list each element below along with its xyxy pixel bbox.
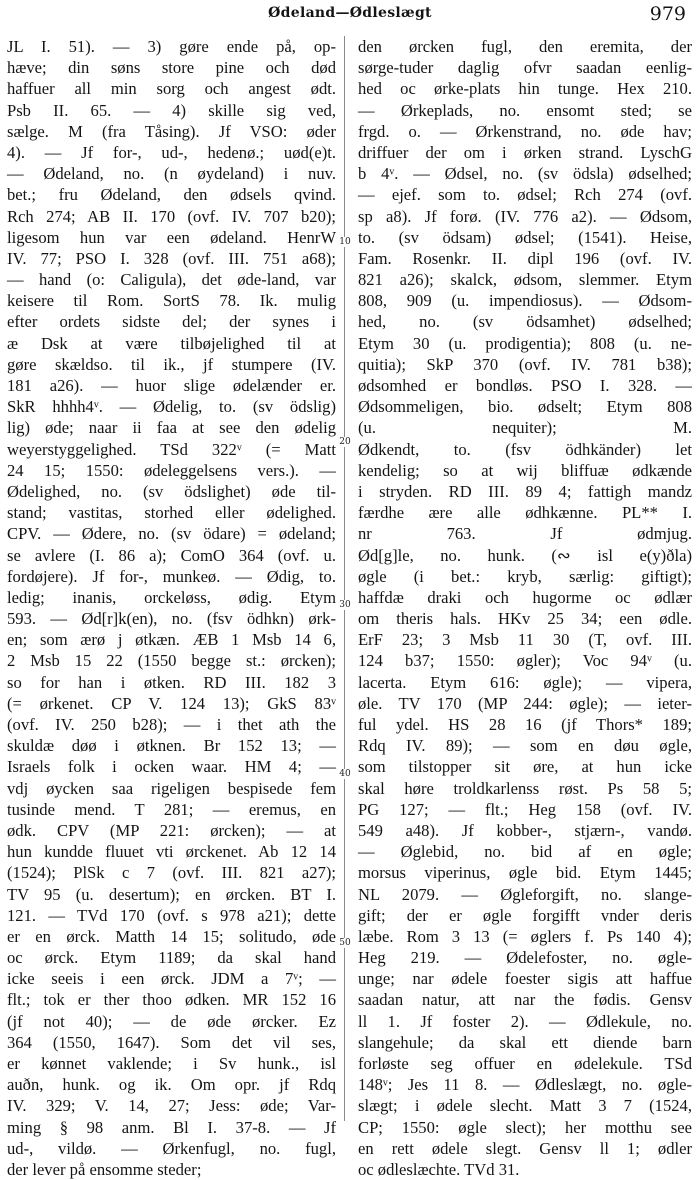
text-line: Israels folk i ocken waar. HM 4; —	[7, 757, 336, 777]
text-line: SkR hhhh4ᵛ. — Ødelig, to. (sv ödslig)	[7, 397, 336, 417]
text-line: æ Dsk at være tilbøjelighed til at	[7, 333, 336, 353]
page-header	[0, 5, 700, 29]
text-line: Ød[g]le, no. hunk. (∾ isl e(y)ðla)	[358, 545, 692, 565]
text-line: IV. 77; PSO I. 328 (ovf. III. 751 a68);	[7, 248, 336, 268]
text-line: Etym 30 (u. prodigentia); 808 (u. ne-	[358, 333, 692, 353]
text-line: lacerta. Etym 616: øgle); — vipera,	[358, 672, 692, 692]
text-line: en rett ødele slegt. Gensv ll 1; ødler	[358, 1138, 692, 1158]
text-line: Rdq IV. 89); — som en døu øgle,	[358, 736, 692, 756]
text-line: 24 15; 1550: ødeleggelsens vers.). —	[7, 460, 336, 480]
text-line: TV 95 (u. desertum); en ørcken. BT I.	[7, 884, 336, 904]
text-line: bet.; fru Ødeland, den ødsels qvind.	[7, 185, 336, 205]
text-line: sp a8). Jf forø. (IV. 776 a2). — Ødsom,	[358, 206, 692, 226]
text-line: 808, 909 (u. impendiosus). — Ødsom-	[358, 291, 692, 311]
text-line: hæve; din søns store pine och død	[7, 58, 336, 78]
text-line: Ødelighed, no. (sv ödslighet) øde til-	[7, 481, 336, 501]
text-line: vdj øycken saa rigeligen bespisede fem	[7, 778, 336, 798]
text-line: Heg 219. — Ødelefoster, no. øgle-	[358, 948, 692, 968]
text-line: morsus viperinus, øgle bid. Etym 1445;	[358, 863, 692, 883]
text-line: i stryden. RD III. 89 4; fattigh mandz	[358, 481, 692, 501]
text-line: hed, no. (sv ödsamhet) ødselhed;	[358, 312, 692, 332]
line-number-30: 30	[339, 600, 351, 610]
text-line: haffuer all min sorg och angest ødt.	[7, 79, 336, 99]
text-line: nr 763. Jf ødmjug.	[358, 524, 692, 544]
text-line: sørge-tuder daglig ofvr saadan eenlig-	[358, 58, 692, 78]
text-line: færdhe ære alle ødhkænne. PL** I.	[358, 503, 692, 523]
line-number-10: 10	[339, 237, 351, 247]
text-line: er kønnet vaklende; i Sv hunk., isl	[7, 1054, 336, 1073]
text-line: 148ᵛ; Jes 11 8. — Ødleslægt, no. øgle-	[358, 1075, 692, 1095]
text-line: en; som ærø j øtkæn. ÆB 1 Msb 14 6,	[7, 630, 336, 650]
text-line: frgd. o. — Ørkenstrand, no. øde hav;	[358, 121, 692, 141]
text-line: IV. 329; V. 14, 27; Jess: øde; Var-	[7, 1096, 336, 1116]
text-line: CPV. — Ødere, no. (sv ödare) = ødeland;	[7, 524, 336, 544]
text-line: 549 a48). Jf kobber-, stjærn-, vandø.	[358, 820, 692, 840]
text-line: CP; 1550: øgle slect); her motthu see	[358, 1117, 692, 1137]
text-line: 821 a26); skalck, ødsom, slemmer. Etym	[358, 270, 692, 290]
text-line: gøre skældso. til ik., jf stumpere (IV.	[7, 354, 336, 374]
text-line: 181 a26). — huor slige ødelænder er.	[7, 376, 336, 395]
text-line: efter ordets sidste del; der synes i	[7, 312, 336, 332]
text-line: 124 b37; 1550: øgler); Voc 94ᵛ (u.	[358, 651, 692, 671]
line-number-20: 20	[339, 437, 351, 447]
text-line: skuldæ døø i øtknen. Br 152 13; —	[7, 736, 336, 756]
line-number-40: 40	[339, 769, 351, 779]
text-line: forløste seg offuer en ødelekule. TSd	[358, 1054, 692, 1073]
text-line: unge; nar ødele foester sigis att haffue	[358, 969, 692, 989]
text-line: tusinde mend. T 281; — eremus, en	[7, 799, 336, 819]
text-line: fordøjere). Jf for-, munkeø. — Ødig, to.	[7, 566, 336, 586]
text-line: gift; der er øgle forgifft vnder deris	[358, 905, 692, 925]
text-line: saadan natur, att nar the fødis. Gensv	[358, 990, 692, 1010]
text-line: hed oc ørke-plats hin tunge. Hex 210.	[358, 79, 692, 99]
text-line: Ødkendt, to. (fsv ödhkänder) let	[358, 439, 692, 459]
text-line: b 4ᵛ. — Ødsel, no. (sv ödsla) ødselhed;	[358, 164, 692, 184]
text-line: driffuer der om i ørken strand. LyschG	[358, 142, 692, 162]
text-line: kendelig; so at wij bliffuæ ødkænde	[358, 460, 692, 480]
running-head: Ødeland—Ødleslægt	[268, 5, 432, 21]
text-line: 2 Msb 15 22 (1550 begge st.: ørcken);	[7, 651, 336, 671]
text-line: skal høre troldkarlenss røst. Ps 58 5;	[358, 778, 692, 798]
text-line: 4). — Jf for-, ud-, hedenø.; uød(e)t.	[7, 142, 336, 162]
text-line: se avlere (I. 86 a); ComO 364 (ovf. u.	[7, 545, 336, 565]
text-line: (jf not 40); — de øde ørcker. Ez	[7, 1011, 336, 1031]
text-line: som tilstopper sit øre, at hun icke	[358, 757, 692, 777]
text-line: ødsomhed er bondløs. PSO I. 328. —	[358, 376, 692, 395]
text-line: (ovf. IV. 250 b28); — i thet ath the	[7, 715, 336, 734]
text-line: øgle (i bet.: kryb, særlig: giftigt);	[358, 566, 692, 586]
text-line: — Ørkeplads, no. ensomt sted; se	[358, 100, 692, 120]
text-line: auðn, hunk. og ik. Om opr. jf Rdq	[7, 1075, 336, 1095]
text-line: quitia); SkP 370 (ovf. IV. 781 b38);	[358, 354, 692, 374]
text-line: ud-, vildø. — Ørkenfugl, no. fugl,	[7, 1138, 336, 1158]
text-line: lig) øde; naar ii faa at see den ødelig	[7, 418, 336, 438]
text-line: Rch 274; AB II. 170 (ovf. IV. 707 b20);	[7, 206, 336, 226]
text-line: Ødsommeligen, bio. ødselt; Etym 808	[358, 397, 692, 417]
column-divider	[344, 36, 345, 1121]
text-line: ll 1. Jf foster 2). — Ødlekule, no.	[358, 1011, 692, 1031]
text-line: 593. — Ød[r]k(en), no. (fsv ödhkn) ørk-	[7, 609, 336, 629]
text-line: haffdæ draki och hugorme oc ødlær	[358, 587, 692, 607]
text-line: icke seeis i een ørck. JDM a 7ᵛ; —	[7, 969, 336, 989]
text-line: øle. TV 170 (MP 244: øgle); — ieter-	[358, 693, 692, 713]
text-line: — Ødeland, no. (n øydeland) i nuv.	[7, 164, 336, 184]
text-line: der lever på ensomme steder;	[7, 1159, 202, 1179]
text-line: ligesom hun var een ødeland. HenrW	[7, 227, 336, 247]
right-column	[358, 36, 692, 1179]
text-line: oc ørck. Etym 1189; da skal hand	[7, 948, 336, 968]
text-line: ming § 98 anm. Bl I. 37-8. — Jf	[7, 1117, 336, 1137]
text-line: ledig; inanis, orckeløss, ødig. Etym	[7, 587, 336, 607]
text-line: læbe. Rom 3 13 (= øglers f. Ps 140 4);	[358, 926, 692, 946]
text-line: (1524); PlSk c 7 (ovf. III. 821 a27);	[7, 863, 336, 883]
text-line: slangehule; da skal ett diende barn	[358, 1032, 692, 1052]
text-line: hun kundde fluuet vti ørckenet. Ab 12 14	[7, 842, 336, 862]
line-number-50: 50	[339, 938, 351, 948]
left-column	[7, 36, 336, 1179]
text-line: keisere til Rom. SortS 78. Ik. mulig	[7, 291, 336, 311]
text-line: NL 2079. — Øgleforgift, no. slange-	[358, 884, 692, 904]
page-number: 979	[649, 3, 686, 25]
text-line: flt.; tok er ther thoo ødken. MR 152 16	[7, 990, 336, 1010]
text-line: ErF 23; 3 Msb 11 30 (T, ovf. III.	[358, 630, 692, 650]
text-line: slægt; i ødele slecht. Matt 3 7 (1524,	[358, 1096, 692, 1116]
text-line: oc ødleslæchte. TVd 31.	[358, 1159, 520, 1179]
text-line: stand; vastitas, storhed eller ødelighed.	[7, 503, 336, 523]
text-line: Psb II. 65. — 4) skille sig ved,	[7, 100, 336, 120]
text-line: (= ørkenet. CP V. 124 13); GkS 83ᵛ	[7, 693, 336, 713]
text-line: er en ørck. Matth 14 15; solitudo, øde	[7, 926, 336, 946]
text-line: om theris hals. HKv 25 34; een ødle.	[358, 609, 692, 629]
text-line: PG 127; — flt.; Heg 158 (ovf. IV.	[358, 799, 692, 819]
text-line: so for han i øtken. RD III. 182 3	[7, 672, 336, 692]
text-line: 364 (1550, 1647). Som det vil ses,	[7, 1032, 336, 1052]
text-line: sælge. M (fra Tåsing). Jf VSO: øder	[7, 121, 336, 141]
text-line: — hand (o: Caligula), det øde-land, var	[7, 270, 336, 290]
text-line: weyerstyggelighed. TSd 322ᵛ (= Matt	[7, 439, 336, 459]
text-line: den ørcken fugl, den eremita, der	[358, 37, 692, 56]
text-line: to. (sv ödsam) ødsel; (1541). Heise,	[358, 227, 692, 247]
text-line: (u. nequiter); M.	[358, 418, 692, 438]
text-line: JL I. 51). — 3) gøre ende på, op-	[7, 37, 336, 56]
text-line: ødk. CPV (MP 221: ørcken); — at	[7, 820, 336, 840]
text-line: — Øglebid, no. bid af en øgle;	[358, 842, 692, 862]
text-line: — ejef. som to. ødsel; Rch 274 (ovf.	[358, 185, 692, 205]
text-line: 121. — TVd 170 (ovf. s 978 a21); dette	[7, 905, 336, 925]
text-line: Fam. Rosenkr. II. dipl 196 (ovf. IV.	[358, 248, 692, 268]
text-line: ful ydel. HS 28 16 (jf Thors* 189;	[358, 715, 692, 734]
